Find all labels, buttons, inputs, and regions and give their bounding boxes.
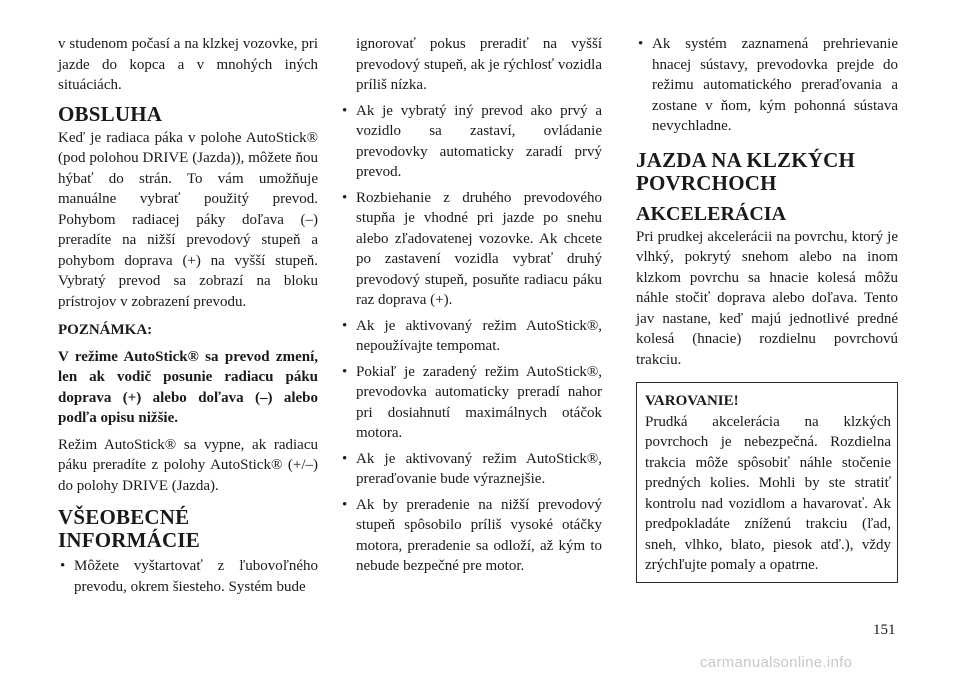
bullet-icon: • bbox=[342, 450, 348, 467]
bullet-icon: • bbox=[342, 317, 348, 334]
general-info-list bbox=[58, 556, 318, 597]
bullet-icon: • bbox=[342, 189, 348, 206]
list-item bbox=[636, 34, 898, 137]
heading-slippery-surfaces: JAZDA NA KLZKÝCH POVRCHOCH bbox=[636, 147, 856, 195]
acceleration-paragraph: Pri prudkej akcelerácii na povrchu, ktorý je vlhký, pokrytý snehom alebo na inom klzkom povrchu sa hnacie kolesá môžu náhle stočiť doprava alebo doľava. Tento jav nastane, keď majú jednotlivé predné kolesá (hnacie) rozdielnu povrchovú trakciu. bbox=[636, 228, 898, 368]
list-item bbox=[340, 495, 602, 577]
list-item-text: Rozbiehanie z druhého prevodového stupňa je vhodné pri jazde po snehu alebo zľadovatenej vozovke. Ak chcete po zastavení vozidla vybrať druhý prevodový stupeň, posuňte radiacu páku raz doprava (+). bbox=[356, 189, 602, 308]
obsluha-paragraph: Keď je radiaca páka v polohe AutoStick® (pod polohou DRIVE (Jazda)), môžete ňou hýbať do strán. To vám umožňuje manuálne vybrať použitý prevod. Pohybom radiacej páky doľava (–) preradíte na nižší prevodový stupeň a pohybom doprava (+) na vyšší stupeň. Vybratý prevod sa zobrazí na bloku prístrojov v zobrazení prevodu. bbox=[58, 129, 318, 310]
list-item-text: Ak systém zaznamená prehrievanie hnacej sústavy, prevodovka prejde do režimu automatického preraďovania a zostane v ňom, kým pohonná sústava nevychladne. bbox=[652, 36, 898, 134]
bullet-icon: • bbox=[342, 496, 348, 513]
list-item-text: Ak by preradenie na nižší prevodový stupeň spôsobilo príliš vysoké otáčky motora, preradenie sa odloží, až kým to nebude bezpečné pre motor. bbox=[356, 496, 602, 574]
bullet-icon: • bbox=[342, 102, 348, 119]
bullet-icon: • bbox=[60, 558, 66, 574]
autostick-list bbox=[340, 101, 602, 577]
bullet-icon: • bbox=[342, 363, 348, 380]
list-item bbox=[340, 316, 602, 357]
note-paragraph: V režime AutoStick® sa prevod zmení, len ak vodič posunie radiacu páku doprava (+) alebo doľava (–) alebo podľa opisu nižšie. bbox=[58, 348, 318, 426]
list-item bbox=[340, 362, 602, 444]
note-title: POZNÁMKA: bbox=[58, 322, 153, 338]
list-item-text: Môžete vyštartovať z ľubovoľného prevodu, okrem šiesteho. Systém bude bbox=[74, 558, 318, 595]
list-item bbox=[340, 188, 602, 311]
warning-text: Prudká akcelerácia na klzkých povrchoch je nebezpečná. Rozdielna trakcia môže spôsobiť náhle stočenie predných kolies. Mohli by ste stratiť kontrolu nad vozidlom a havarovať. Ak predpokladáte zníženú trakciu (ľad, sneh, vlhko, blato, piesok atď.), vždy zrýchľujte pomaly a opatrne. bbox=[645, 413, 891, 573]
list-item-text: Ak je vybratý iný prevod ako prvý a vozidlo sa zastaví, ovládanie prevodovky automaticky zaradí prvý prevod. bbox=[356, 102, 602, 180]
page-number: 151 bbox=[873, 622, 896, 638]
list-item bbox=[340, 449, 602, 490]
heading-general-info: VŠEOBECNÉ INFORMÁCIE bbox=[58, 505, 200, 552]
heading-acceleration: AKCELERÁCIA bbox=[636, 202, 787, 225]
list-item-text: Ak je aktivovaný režim AutoStick®, preraďovanie bude výraznejšie. bbox=[356, 450, 602, 487]
heading-obsluha: OBSLUHA bbox=[58, 101, 163, 126]
column-left bbox=[58, 34, 318, 602]
list-item bbox=[58, 556, 318, 597]
warning-box bbox=[636, 382, 898, 583]
mode-paragraph: Režim AutoStick® sa vypne, ak radiacu páku preradíte z polohy AutoStick® (+/–) do polohy DRIVE (Jazda). bbox=[58, 436, 318, 494]
watermark: carmanualsonline.info bbox=[700, 654, 853, 671]
column-right bbox=[636, 34, 898, 583]
intro-paragraph: v studenom počasí a na klzkej vozovke, pri jazde do kopca a v mnohých iných situáciách. bbox=[58, 36, 318, 93]
list-item bbox=[340, 101, 602, 183]
list-item-text: Pokiaľ je zaradený režim AutoStick®, prevodovka automaticky preradí nahor pri dosiahnutí maximálnych otáčok motora. bbox=[356, 363, 602, 441]
overheat-list bbox=[636, 34, 898, 137]
bullet-icon: • bbox=[638, 36, 644, 52]
column-middle bbox=[340, 34, 602, 582]
warning-title: VAROVANIE! bbox=[645, 393, 739, 409]
continuation-paragraph: ignorovať pokus preradiť na vyšší prevodový stupeň, ak je rýchlosť vozidla príliš nízka. bbox=[356, 36, 602, 93]
list-item-text: Ak je aktivovaný režim AutoStick®, nepoužívajte tempomat. bbox=[356, 317, 602, 354]
